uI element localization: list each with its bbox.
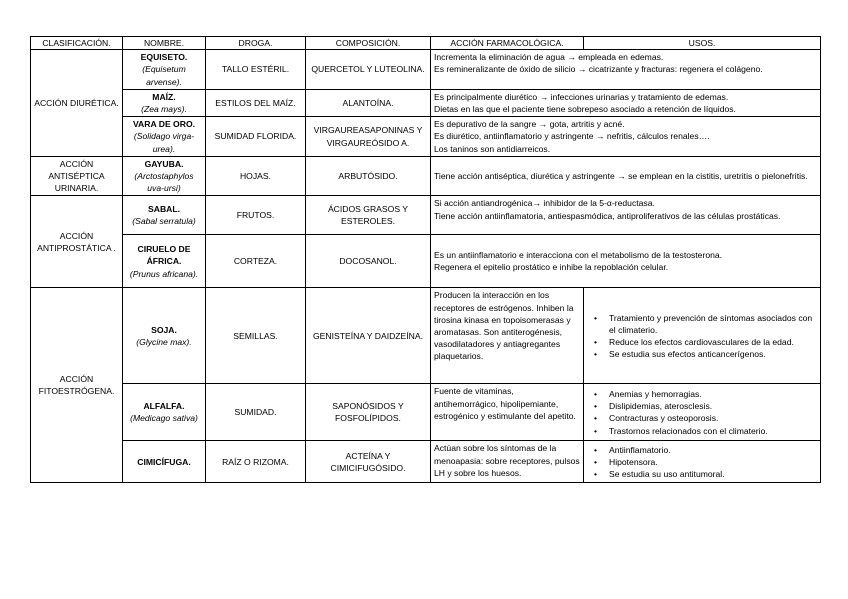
header-usos: USOS. (584, 37, 821, 50)
accion-cell: Actúan sobre los síntomas de la menoapasia: sobre receptores, pulsos LH y sobre los huesos. (431, 441, 584, 483)
table-row (31, 156, 821, 196)
table-row (31, 384, 821, 441)
droga-cell: CORTEZA. (206, 235, 306, 288)
droga-cell: SUMIDAD FLORIDA. (206, 117, 306, 157)
plant-scientific: (Equisetum arvense). (142, 64, 186, 87)
accion-cell (431, 196, 821, 235)
plant-name: SOJA. (151, 324, 177, 335)
accion-cell: Fuente de vitaminas, antihemorrágico, hipolipemiante, estrogénico y estimulante del apetito. (431, 384, 584, 441)
group-antiprostatica: ACCIÓN ANTIPROSTÁTICA . (31, 196, 123, 288)
table-row (31, 235, 821, 288)
plant-scientific: (Glycine max). (136, 336, 192, 347)
accion-line: Incrementa la eliminación de agua → empleada en edemas. (434, 52, 664, 63)
plant-name: VARA DE ORO. (132, 119, 196, 130)
name-cell (123, 196, 206, 235)
usos-cell (584, 384, 821, 441)
name-cell (123, 384, 206, 441)
group-antiseptica: ACCIÓN ANTISÉPTICA URINARIA. (31, 156, 123, 196)
plant-scientific: (Zea mays). (141, 104, 187, 115)
composicion-cell: ARBUTÓSIDO. (306, 156, 431, 196)
name-cell (123, 50, 206, 90)
table-row (31, 117, 821, 157)
accion-cell (431, 89, 821, 116)
accion-line: Es un antiinflamatorio e interacciona con el metabolismo de la testosterona. (434, 250, 723, 261)
accion-cell (431, 50, 821, 90)
table-row (31, 441, 821, 483)
accion-cell (431, 117, 821, 157)
accion-line: Los taninos son antidiarreicos. (434, 143, 551, 154)
composicion-cell: ALANTOÍNA. (306, 89, 431, 116)
accion-line: Es diurético, antiinflamatorio y astringente → nefritis, cálculos renales…. (434, 131, 710, 142)
accion-line: Regenera el epitelio prostático e inhibe la repoblación celular. (434, 262, 669, 273)
composicion-cell: DOCOSANOL. (306, 235, 431, 288)
plant-scientific: (Arctostaphylos uva-ursi) (134, 171, 194, 194)
composicion-cell: QUERCETOL Y LUTEOLINA. (306, 50, 431, 90)
list-item: • Tratamiento y prevención de síntomas asociados con el climaterio. (609, 312, 817, 336)
accion-line: Si acción antiandrogénica→ inhibidor de la 5-α-reductasa. (434, 198, 655, 209)
usos-list (587, 312, 817, 361)
droga-cell: SUMIDAD. (206, 384, 306, 441)
plant-scientific: (Medicago sativa) (130, 413, 198, 424)
plant-scientific: (Prunus africana). (129, 268, 199, 279)
accion-line: Es depurativo de la sangre → gota, artritis y acné. (434, 119, 625, 130)
plant-name: SABAL. (148, 204, 180, 215)
table-row (31, 50, 821, 90)
list-item: • Trastornos relacionados con el climaterio. (609, 425, 817, 437)
droga-cell: HOJAS. (206, 156, 306, 196)
plant-name: MAÍZ. (152, 91, 176, 102)
name-cell (123, 235, 206, 288)
droga-cell: RAÍZ O RIZOMA. (206, 441, 306, 483)
accion-line: Dietas en las que el paciente tiene sobrepeso asociado a retención de líquidos. (434, 104, 736, 115)
list-item: • Se estudia sus efectos anticancerígenos. (609, 348, 817, 360)
composicion-cell: ÁCIDOS GRASOS Y ESTEROLES. (306, 196, 431, 235)
header-nombre: NOMBRE. (123, 37, 206, 50)
name-cell (123, 441, 206, 483)
droga-cell: ESTILOS DEL MAÍZ. (206, 89, 306, 116)
name-cell (123, 288, 206, 384)
plant-scientific: (Sabal serratula) (132, 216, 196, 227)
usos-list (587, 388, 817, 437)
list-item: • Dislipidemias, aterosclesis. (609, 400, 817, 412)
accion-line: Tiene acción antiséptica, diurética y astringente → se emplean en la cistitis, uretritis o pielonefritis. (434, 171, 808, 182)
plant-scientific: (Solidago virga-urea). (133, 131, 195, 154)
header-accion: ACCIÓN FARMACOLÓGICA. (431, 37, 584, 50)
plant-name: EQUISETO. (140, 52, 188, 63)
header-row (31, 37, 821, 50)
droga-cell: TALLO ESTÉRIL. (206, 50, 306, 90)
usos-cell (584, 441, 821, 483)
list-item: • Hipotensora. (609, 456, 817, 468)
composicion-cell: VIRGAUREASAPONINAS Y VIRGAUREÓSIDO A. (306, 117, 431, 157)
list-item: • Reduce los efectos cardiovasculares de la edad. (609, 336, 817, 348)
accion-cell (431, 235, 821, 288)
usos-cell (584, 288, 821, 384)
name-cell (123, 117, 206, 157)
composicion-cell: SAPONÓSIDOS Y FOSFOLÍPIDOS. (306, 384, 431, 441)
usos-list (587, 444, 817, 481)
table-row (31, 288, 821, 384)
plant-name: ALFALFA. (143, 401, 185, 412)
header-composicion: COMPOSICIÓN. (306, 37, 431, 50)
name-cell (123, 89, 206, 116)
accion-line: Es remineralizante de óxido de silicio → cicatrizante y fracturas: regenera el colágeno. (434, 64, 763, 75)
accion-line: Tiene acción antiinflamatoria, antiespasmódica, antiproliferativos de las células prostáticas. (434, 210, 781, 221)
plant-name: GAYUBA. (144, 158, 184, 169)
droga-cell: SEMILLAS. (206, 288, 306, 384)
droga-cell: FRUTOS. (206, 196, 306, 235)
group-fitoestrogena: ACCIÓN FITOESTRÓGENA. (31, 288, 123, 483)
plant-name: CIMICÍFUGA. (137, 456, 191, 467)
plant-name: CIRUELO DE ÁFRICA. (137, 244, 191, 267)
composicion-cell: ACTEÍNA Y CIMICIFUGÓSIDO. (306, 441, 431, 483)
header-droga: DROGA. (206, 37, 306, 50)
header-clasificacion: CLASIFICACIÓN. (31, 37, 123, 50)
list-item: • Se estudia su uso antitumoral. (609, 468, 817, 480)
list-item: • Contracturas y osteoporosis. (609, 412, 817, 424)
accion-cell: Producen la interacción en los receptores de estrógenos. Inhiben la tirosina kinasa en topoisomerasas y aromatasas. Son antiterogénesis, vasodilatadores y antiagregantes plaquetarios. (431, 288, 584, 384)
composicion-cell: GENISTEÍNA Y DAIDZEÍNA. (306, 288, 431, 384)
list-item: • Antiinflamatorio. (609, 444, 817, 456)
accion-line: Es principalmente diurético → infecciones urinarias y tratamiento de edemas. (434, 91, 729, 102)
table-row (31, 89, 821, 116)
group-diuretica: ACCIÓN DIURÉTICA. (31, 50, 123, 157)
accion-cell (431, 156, 821, 196)
table-row (31, 196, 821, 235)
plants-table (30, 36, 821, 483)
list-item: • Anemias y hemorragias. (609, 388, 817, 400)
name-cell (123, 156, 206, 196)
